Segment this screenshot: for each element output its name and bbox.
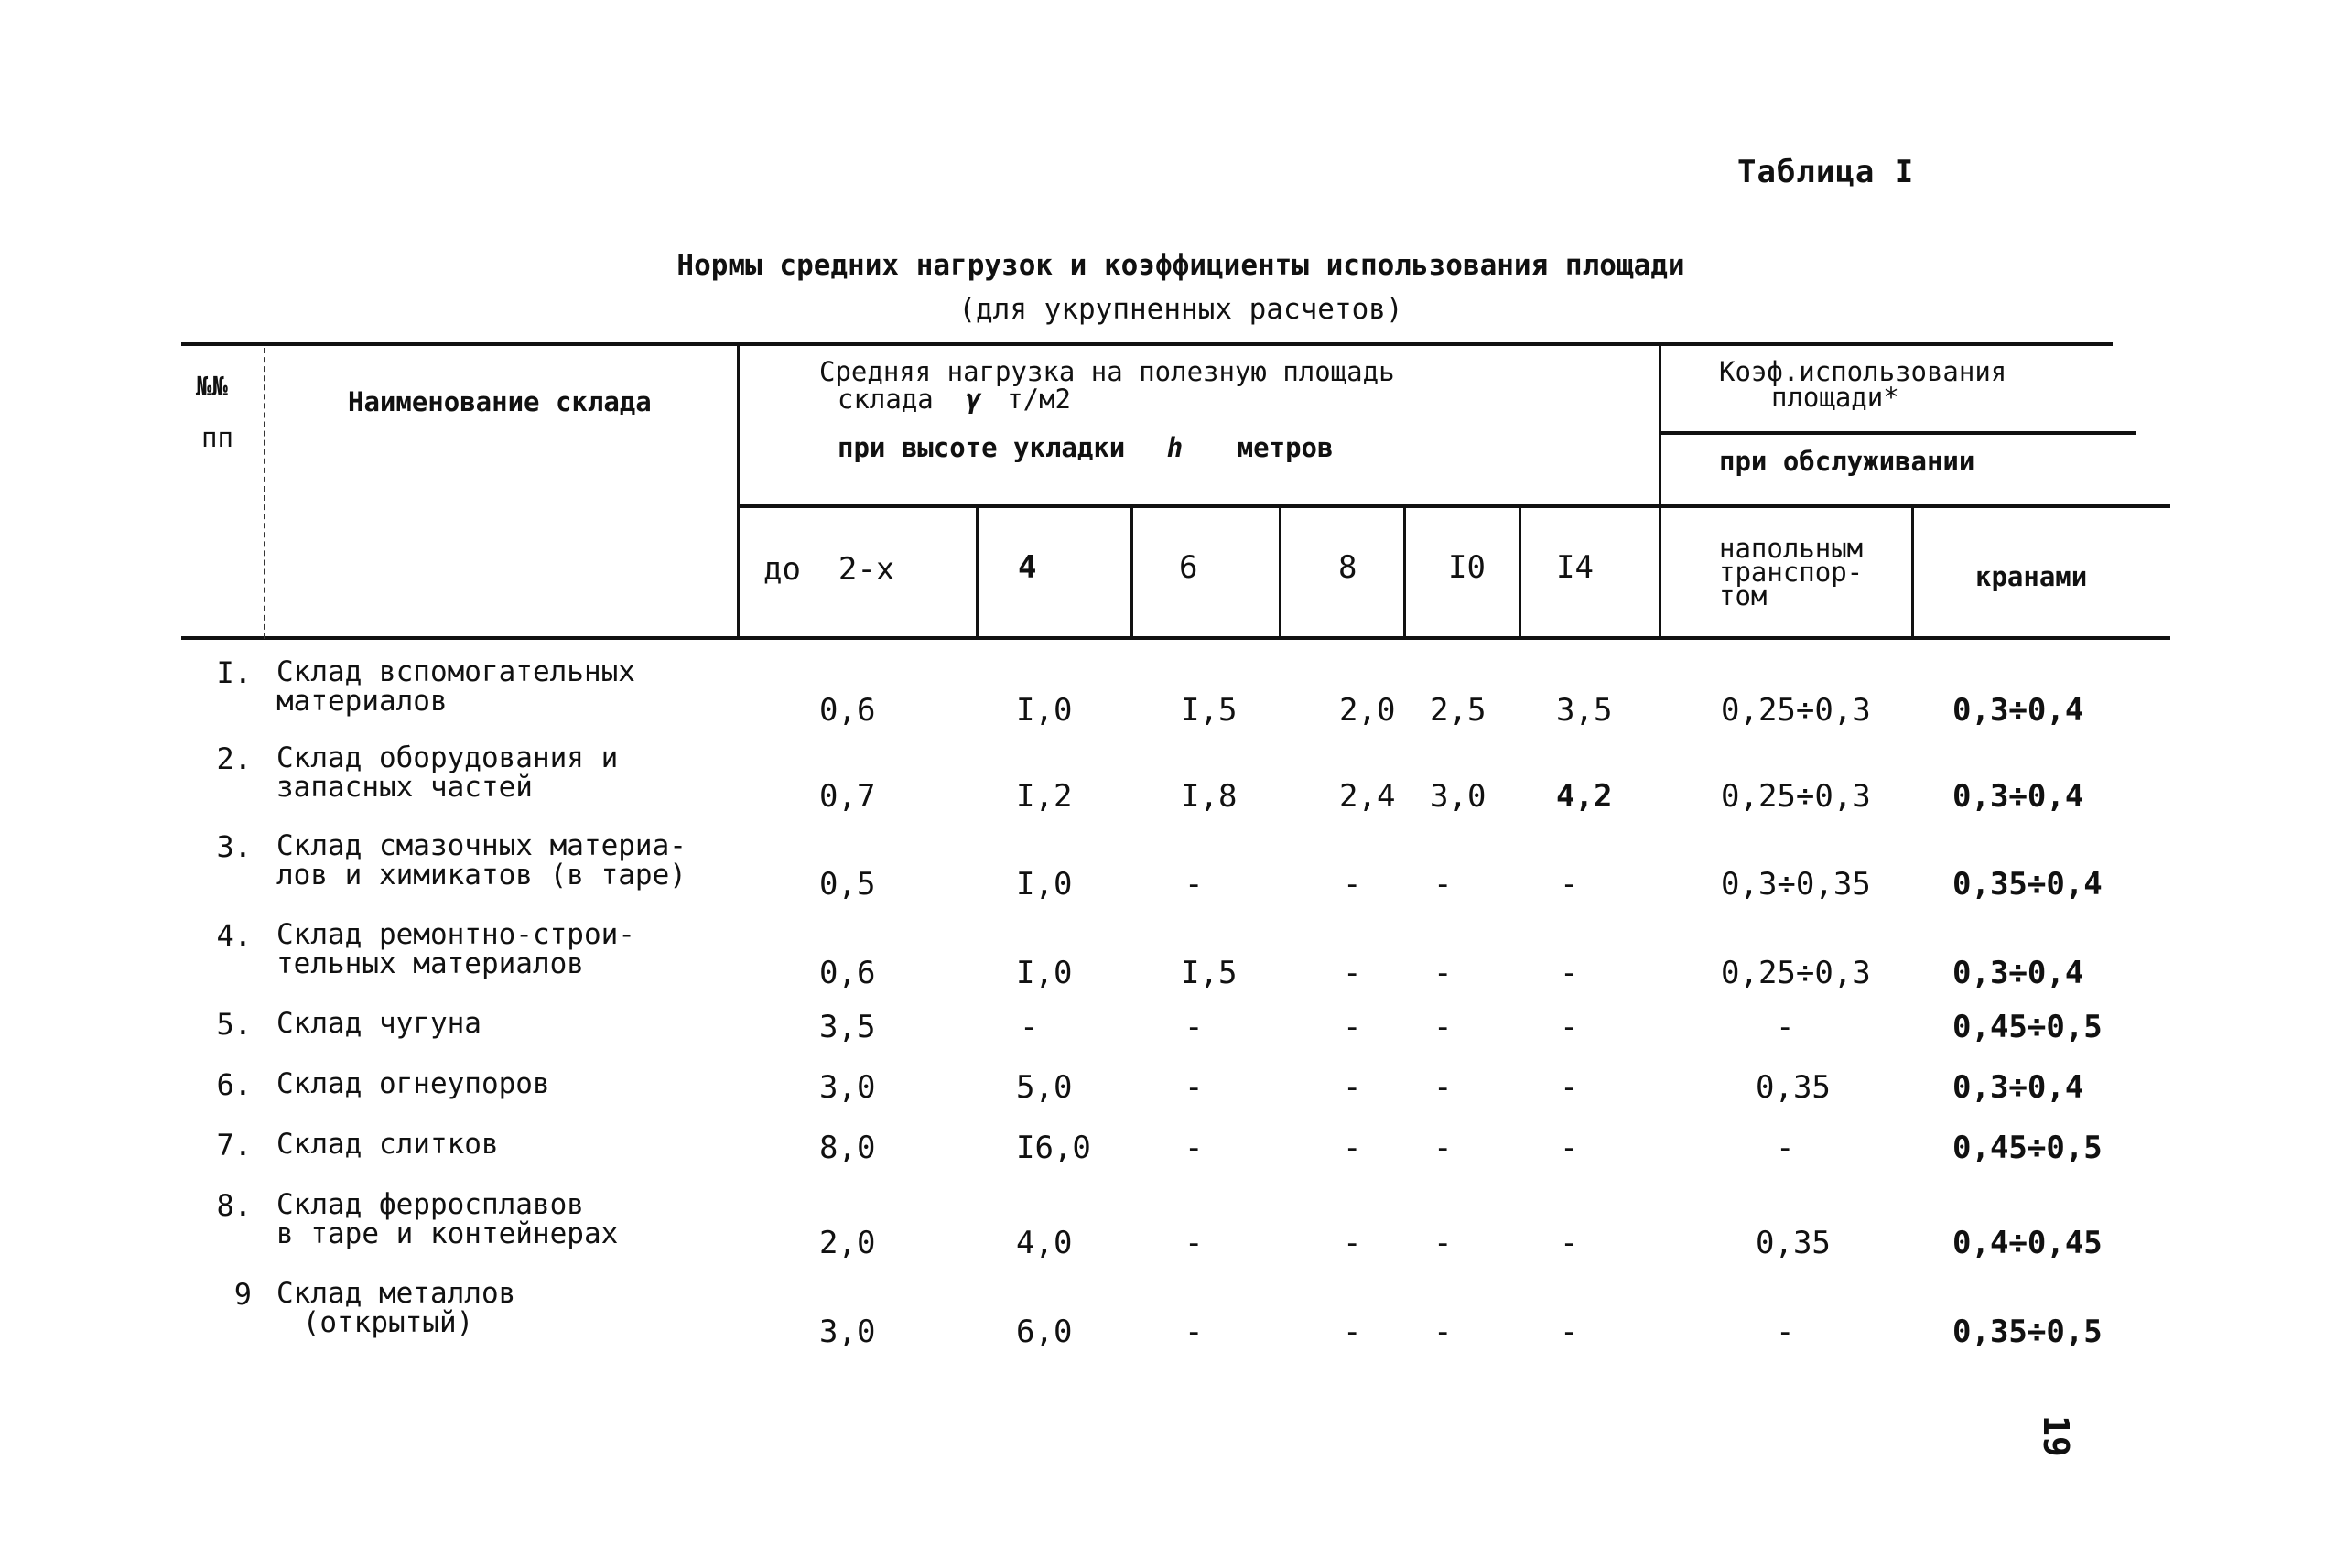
cell-h6: I,8 — [1181, 778, 1238, 815]
header-coef-service: при обслуживании — [1719, 446, 1975, 477]
table-title: Нормы средних нагрузок и коэффициенты использования площади — [676, 249, 1685, 282]
cell-crane: 0,35÷0,4 — [1952, 866, 2103, 903]
height-col-2: до 2-х — [763, 551, 895, 588]
cell-floor: - — [1776, 1130, 1795, 1166]
cell-h10: - — [1433, 1225, 1453, 1261]
cell-h2: 2,0 — [819, 1225, 876, 1261]
row-number: 3. — [216, 829, 252, 864]
cell-h10: - — [1433, 866, 1453, 903]
cell-h8: - — [1343, 1130, 1362, 1166]
cell-crane: 0,3÷0,4 — [1952, 778, 2084, 815]
col-divider-8 — [1279, 506, 1281, 639]
cell-crane: 0,45÷0,5 — [1952, 1009, 2103, 1045]
cell-h14: - — [1560, 1225, 1579, 1261]
header-load-line1: Средняя нагрузка на полезную площадь — [819, 356, 1395, 387]
table-subtitle: (для укрупненных расчетов) — [958, 293, 1403, 326]
cell-h4: I,2 — [1016, 778, 1073, 815]
warehouse-name-line: тельных материалов — [276, 947, 584, 980]
header-no-2: пп — [201, 422, 233, 453]
gamma-symbol: γ — [966, 384, 982, 415]
warehouse-name-line: запасных частей — [276, 771, 533, 804]
cell-floor: 0,25÷0,3 — [1721, 778, 1871, 815]
cell-floor: 0,25÷0,3 — [1721, 692, 1871, 729]
cell-h8: - — [1343, 1314, 1362, 1350]
cell-h14: - — [1560, 955, 1579, 991]
coef-sub-rule — [1660, 431, 2136, 435]
header-load-line3b: метров — [1237, 432, 1334, 463]
header-bottom-rule — [181, 636, 2170, 640]
warehouse-name-line: Склад смазочных материа- — [276, 829, 687, 862]
warehouse-name-line: материалов — [276, 685, 448, 718]
cell-h14: - — [1560, 866, 1579, 903]
warehouse-name — [276, 1190, 826, 1249]
cell-h4: 5,0 — [1016, 1069, 1073, 1106]
cell-h4: 6,0 — [1016, 1314, 1073, 1350]
cell-crane: 0,45÷0,5 — [1952, 1130, 2103, 1166]
warehouse-name-line: Склад вспомогательных — [276, 655, 635, 688]
cell-crane: 0,3÷0,4 — [1952, 692, 2084, 729]
warehouse-name-line: Склад огнеупоров — [276, 1067, 550, 1100]
cell-h2: 0,6 — [819, 692, 876, 729]
cell-h8: 2,0 — [1339, 692, 1396, 729]
cell-h10: - — [1433, 1069, 1453, 1106]
cell-h14: 4,2 — [1556, 778, 1613, 815]
cell-floor: 0,25÷0,3 — [1721, 955, 1871, 991]
header-coef-line2: площади* — [1771, 382, 1899, 413]
col-divider-10 — [1403, 506, 1406, 639]
row-number: 2. — [216, 741, 252, 776]
cell-floor: 0,35 — [1756, 1069, 1831, 1106]
cell-h4: - — [1020, 1009, 1039, 1045]
row-number: 9 — [233, 1277, 252, 1312]
cell-h8: - — [1343, 1069, 1362, 1106]
row-number: 4. — [216, 918, 252, 953]
warehouse-name — [276, 831, 826, 890]
cell-h6: I,5 — [1181, 692, 1238, 729]
cell-h14: - — [1560, 1009, 1579, 1045]
header-cranes: кранами — [1975, 561, 2088, 592]
header-floor-transport — [1719, 533, 1864, 611]
row-number: 6. — [216, 1067, 252, 1102]
cell-h6: - — [1184, 1314, 1204, 1350]
cell-h10: 3,0 — [1430, 778, 1487, 815]
floor-transport-line1: напольным — [1719, 533, 1864, 564]
warehouse-name — [276, 1130, 826, 1159]
warehouse-name — [276, 1009, 826, 1038]
cell-floor: - — [1776, 1314, 1795, 1350]
cell-crane: 0,3÷0,4 — [1952, 955, 2084, 991]
table-label: Таблица I — [1737, 154, 1915, 190]
cell-h10: - — [1433, 955, 1453, 991]
cell-h8: - — [1343, 955, 1362, 991]
height-col-4: 4 — [1018, 549, 1037, 586]
warehouse-name-line: Склад ферросплавов — [276, 1188, 584, 1221]
cell-h2: 0,7 — [819, 778, 876, 815]
cell-crane: 0,3÷0,4 — [1952, 1069, 2084, 1106]
h-symbol: h — [1166, 432, 1184, 463]
table-top-rule — [181, 342, 2113, 346]
cell-h6: - — [1184, 1069, 1204, 1106]
header-load-line3 — [838, 432, 1334, 463]
col-divider-no — [264, 348, 265, 639]
warehouse-name — [276, 1069, 826, 1098]
cell-h2: 0,5 — [819, 866, 876, 903]
cell-h10: - — [1433, 1314, 1453, 1350]
cell-h8: - — [1343, 866, 1362, 903]
row-number: 8. — [216, 1188, 252, 1223]
cell-h6: I,5 — [1181, 955, 1238, 991]
cell-floor: 0,3÷0,35 — [1721, 866, 1871, 903]
warehouse-name-line: (открытый) — [286, 1306, 474, 1339]
warehouse-name-line: Склад ремонтно-строи- — [276, 918, 635, 951]
cell-h10: 2,5 — [1430, 692, 1487, 729]
cell-crane: 0,35÷0,5 — [1952, 1314, 2103, 1350]
cell-h2: 8,0 — [819, 1130, 876, 1166]
cell-h2: 3,0 — [819, 1314, 876, 1350]
cell-h4: I6,0 — [1016, 1130, 1091, 1166]
col-divider-14 — [1519, 506, 1521, 639]
header-name: Наименование склада — [348, 386, 652, 417]
cell-h8: - — [1343, 1009, 1362, 1045]
height-col-6: 6 — [1179, 549, 1198, 586]
cell-h6: - — [1184, 1225, 1204, 1261]
warehouse-name-line: лов и химикатов (в таре) — [276, 859, 687, 892]
cell-h4: I,0 — [1016, 955, 1073, 991]
height-col-14: I4 — [1556, 549, 1594, 586]
height-header-rule — [738, 504, 2170, 508]
cell-h8: 2,4 — [1339, 778, 1396, 815]
cell-h6: - — [1184, 866, 1204, 903]
col-divider-coef — [1659, 344, 1661, 639]
cell-floor: 0,35 — [1756, 1225, 1831, 1261]
row-number: 5. — [216, 1007, 252, 1042]
header-load-line2a: склада — [838, 384, 934, 415]
header-load-line2 — [838, 384, 1072, 415]
cell-h14: - — [1560, 1069, 1579, 1106]
floor-transport-line3: том — [1719, 580, 1768, 611]
warehouse-name-line: Склад слитков — [276, 1128, 499, 1161]
row-number: I. — [216, 655, 252, 690]
height-col-10: I0 — [1448, 549, 1486, 586]
cell-h2: 3,0 — [819, 1069, 876, 1106]
cell-crane: 0,4÷0,45 — [1952, 1225, 2103, 1261]
header-no: №№ — [196, 371, 228, 402]
cell-h4: I,0 — [1016, 692, 1073, 729]
cell-h2: 3,5 — [819, 1009, 876, 1045]
cell-h14: - — [1560, 1130, 1579, 1166]
col-divider-name — [737, 344, 740, 639]
col-divider-4 — [976, 506, 979, 639]
warehouse-name-line: Склад оборудования и — [276, 741, 619, 774]
cell-h2: 0,6 — [819, 955, 876, 991]
header-load-line3a: при высоте укладки — [838, 432, 1126, 463]
warehouse-name-line: Склад чугуна — [276, 1007, 481, 1040]
header-coef-line1: Коэф.использования — [1719, 356, 2007, 387]
cell-h4: 4,0 — [1016, 1225, 1073, 1261]
header-load-line2b: т/м2 — [1007, 384, 1072, 415]
cell-h10: - — [1433, 1009, 1453, 1045]
warehouse-name — [276, 920, 826, 979]
cell-h4: I,0 — [1016, 866, 1073, 903]
warehouse-name — [276, 743, 826, 802]
cell-h10: - — [1433, 1130, 1453, 1166]
warehouse-name-line: в таре и контейнерах — [276, 1217, 619, 1250]
cell-h14: 3,5 — [1556, 692, 1613, 729]
warehouse-name-line: Склад металлов — [276, 1277, 516, 1310]
height-col-8: 8 — [1338, 549, 1357, 586]
cell-h8: - — [1343, 1225, 1362, 1261]
cell-h6: - — [1184, 1130, 1204, 1166]
cell-floor: - — [1776, 1009, 1795, 1045]
warehouse-name — [276, 1279, 826, 1337]
col-divider-6 — [1130, 506, 1133, 639]
col-divider-cranes — [1911, 506, 1914, 639]
warehouse-name — [276, 657, 826, 716]
cell-h6: - — [1184, 1009, 1204, 1045]
floor-transport-line2: транспор- — [1719, 557, 1864, 588]
cell-h14: - — [1560, 1314, 1579, 1350]
page-number: 19 — [2036, 1415, 2076, 1457]
row-number: 7. — [216, 1128, 252, 1162]
